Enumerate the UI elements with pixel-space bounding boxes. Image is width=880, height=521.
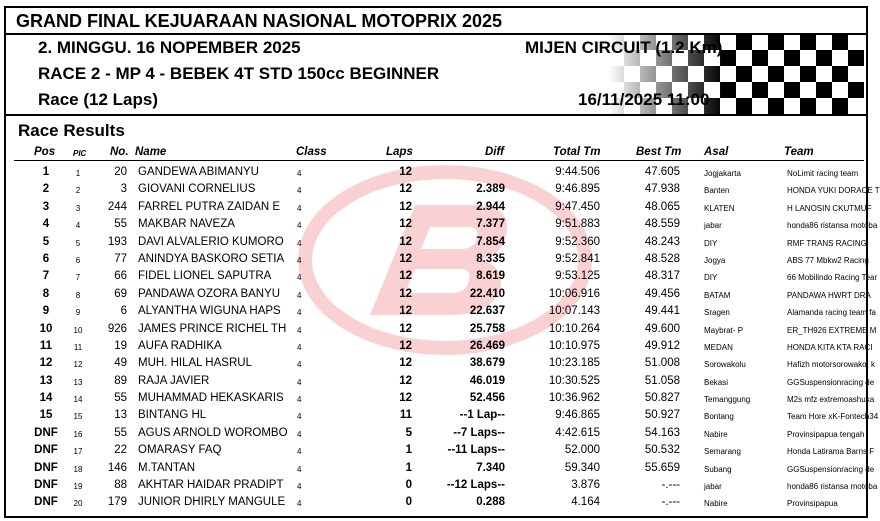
- cell-number: 22: [114, 444, 127, 457]
- cell-pic: 11: [73, 342, 83, 352]
- cell-team: Provinsipapua tengah: [787, 429, 865, 439]
- cell-total-time: 10:30.525: [548, 374, 600, 387]
- cell-position: 14: [39, 392, 53, 405]
- cell-origin: MEDAN: [704, 342, 733, 352]
- cell-best-time: 47.938: [644, 183, 680, 196]
- cell-rider-name: JAMES PRINCE RICHEL TH: [138, 322, 287, 335]
- cell-diff: 7.854: [476, 235, 505, 248]
- cell-best-time: 48.559: [644, 218, 680, 231]
- cell-class: 4: [297, 273, 302, 283]
- cell-best-time: 49.600: [644, 322, 680, 335]
- cell-origin: Sorowakolu: [704, 360, 746, 370]
- cell-pic: 2: [75, 186, 81, 196]
- table-row: [0, 250, 873, 267]
- cell-total-time: 10:36.962: [548, 392, 600, 405]
- col-header-diff: Diff: [485, 146, 504, 158]
- table-row: [0, 163, 873, 180]
- cell-laps: 12: [399, 374, 412, 387]
- cell-number: 19: [114, 339, 127, 352]
- cell-total-time: 59.340: [564, 461, 600, 474]
- cell-position: 6: [42, 252, 50, 265]
- cell-best-time: -.---: [661, 479, 680, 492]
- cell-best-time: 48.528: [644, 252, 680, 265]
- cell-diff: 22.410: [469, 287, 505, 300]
- cell-laps: 12: [399, 252, 412, 265]
- cell-pic: 18: [73, 464, 83, 474]
- cell-class: 4: [297, 308, 302, 318]
- cell-number: 193: [107, 235, 127, 248]
- table-row: [0, 354, 876, 371]
- col-header-laps: Laps: [386, 146, 413, 158]
- cell-class: 4: [297, 255, 302, 265]
- table-row: [0, 285, 873, 302]
- cell-number: 926: [107, 322, 127, 335]
- cell-number: 20: [114, 166, 127, 178]
- cell-number: 55: [114, 426, 127, 439]
- cell-number: 77: [114, 252, 127, 265]
- cell-diff: --7 Laps--: [453, 426, 505, 439]
- table-row: [0, 406, 879, 423]
- cell-number: 3: [120, 183, 127, 196]
- cell-diff: --1 Lap--: [459, 409, 505, 422]
- cell-total-time: 4.164: [571, 496, 600, 509]
- cell-laps: 1: [405, 444, 412, 457]
- cell-origin: Nabire: [704, 499, 728, 509]
- cell-diff: 25.758: [469, 322, 505, 335]
- cell-rider-name: BINTANG HL: [138, 409, 207, 422]
- cell-rider-name: MUH. HILAL HASRUL: [138, 357, 252, 370]
- cell-rider-name: ALYANTHA WIGUNA HAPS: [138, 305, 281, 318]
- cell-number: 179: [107, 496, 127, 509]
- cell-team: NoLimit racing team: [787, 169, 859, 178]
- cell-origin: DIY: [704, 273, 718, 283]
- cell-total-time: 10:07.143: [548, 305, 600, 318]
- cell-laps: 12: [399, 305, 412, 318]
- col-header-best: Best Tm: [636, 146, 682, 158]
- cell-pic: 17: [73, 447, 83, 457]
- cell-number: 88: [114, 479, 127, 492]
- cell-team: honda86 ristansa motoba: [787, 482, 878, 492]
- table-row: [0, 215, 878, 232]
- cell-origin: Sragen: [704, 308, 730, 318]
- cell-position: 12: [39, 357, 53, 370]
- cell-origin: Bontang: [704, 412, 734, 422]
- cell-team: H LANOSIN CKUTMUF: [787, 203, 872, 213]
- cell-position: DNF: [34, 444, 58, 457]
- cell-team: ABS 77 Mbkw2 Racing: [787, 255, 869, 265]
- cell-rider-name: AUFA RADHIKA: [138, 339, 222, 352]
- cell-rider-name: ANINDYA BASKORO SETIA: [138, 252, 285, 265]
- cell-laps: 12: [399, 392, 412, 405]
- cell-best-time: 50.927: [644, 409, 680, 422]
- col-header-class: Class: [296, 146, 327, 158]
- cell-rider-name: AKHTAR HAIDAR PRADIPT: [138, 479, 284, 492]
- cell-origin: Semarang: [704, 447, 741, 457]
- cell-laps: 0: [405, 496, 412, 509]
- cell-laps: 12: [399, 339, 412, 352]
- col-header-no: No.: [110, 146, 129, 158]
- cell-team: GGSuspensionracing de: [787, 464, 875, 474]
- table-row: [0, 267, 878, 284]
- cell-class: 4: [297, 464, 302, 474]
- cell-position: 15: [39, 409, 53, 422]
- col-header-name: Name: [135, 146, 167, 158]
- cell-diff: 8.335: [476, 252, 505, 265]
- table-row: [0, 180, 880, 197]
- cell-pic: 13: [73, 377, 83, 387]
- cell-team: RMF TRANS RACING: [787, 238, 867, 248]
- race-datetime: 16/11/2025 11:00: [578, 90, 710, 109]
- cell-diff: 22.637: [469, 305, 505, 318]
- table-row: [0, 459, 873, 476]
- cell-pic: 1: [75, 169, 81, 178]
- cell-number: 13: [114, 409, 127, 422]
- cell-best-time: 48.243: [644, 235, 680, 248]
- table-row: [0, 476, 878, 493]
- cell-origin: Jogya: [704, 255, 726, 265]
- cell-origin: jabar: [704, 482, 722, 492]
- cell-pic: 6: [75, 255, 81, 265]
- cell-laps: 12: [399, 270, 412, 283]
- col-header-total: Total Tm: [553, 146, 601, 158]
- cell-position: 11: [39, 339, 53, 352]
- header-divider: [6, 33, 867, 35]
- cell-pic: 15: [73, 412, 83, 422]
- cell-rider-name: PANDAWA OZORA BANYU: [138, 287, 281, 300]
- cell-class: 4: [297, 499, 302, 509]
- cell-position: 7: [42, 270, 50, 283]
- cell-best-time: 54.163: [644, 426, 680, 439]
- cell-position: 9: [42, 305, 50, 318]
- cell-best-time: 49.441: [644, 305, 680, 318]
- cell-number: 55: [114, 392, 127, 405]
- cell-class: 4: [297, 412, 302, 422]
- cell-origin: Nabire: [704, 429, 728, 439]
- cell-position: DNF: [34, 426, 58, 439]
- table-row: [0, 233, 873, 250]
- cell-number: 66: [114, 270, 127, 283]
- cell-diff: 7.377: [476, 218, 505, 231]
- cell-rider-name: M.TANTAN: [138, 461, 196, 474]
- circuit-name: MIJEN CIRCUIT (1.2 Km): [525, 38, 723, 57]
- table-row: [0, 302, 876, 319]
- cell-laps: 12: [399, 166, 412, 178]
- table-row: [0, 424, 873, 441]
- cell-origin: Subang: [704, 464, 732, 474]
- cell-number: 49: [114, 357, 127, 370]
- cell-diff: 2.944: [476, 200, 505, 213]
- cell-laps: 0: [405, 479, 412, 492]
- cell-class: 4: [297, 238, 302, 248]
- cell-origin: KLATEN: [704, 203, 735, 213]
- cell-diff: 46.019: [469, 374, 505, 387]
- cell-position: 2: [42, 183, 50, 196]
- table-row: [0, 320, 877, 337]
- cell-best-time: 49.912: [644, 339, 680, 352]
- cell-pic: 8: [75, 290, 81, 300]
- cell-origin: jabar: [704, 221, 722, 231]
- cell-laps: 12: [399, 235, 412, 248]
- cell-best-time: 51.008: [644, 357, 680, 370]
- cell-best-time: 48.317: [644, 270, 680, 283]
- cell-number: 146: [107, 461, 127, 474]
- cell-rider-name: FIDEL LIONEL SAPUTRA: [138, 270, 272, 283]
- cell-team: 66 Mobilindo Racing Tear: [787, 273, 878, 283]
- cell-rider-name: MAKBAR NAVEZA: [138, 218, 235, 231]
- col-header-asal: Asal: [704, 146, 729, 158]
- cell-laps: 12: [399, 287, 412, 300]
- cell-number: 69: [114, 287, 127, 300]
- cell-laps: 1: [405, 461, 412, 474]
- cell-laps: 12: [399, 322, 412, 335]
- cell-origin: DIY: [704, 238, 718, 248]
- cell-total-time: 10:10.264: [548, 322, 600, 335]
- cell-total-time: 10:06.916: [548, 287, 600, 300]
- cell-origin: Bekasi: [704, 377, 729, 387]
- cell-pic: 3: [75, 203, 81, 213]
- cell-pic: 20: [73, 499, 83, 509]
- cell-position: DNF: [34, 496, 58, 509]
- cell-rider-name: JUNIOR DHIRLY MANGULE: [138, 496, 286, 509]
- cell-origin: Temanggung: [704, 395, 751, 405]
- table-row: [0, 337, 873, 354]
- cell-total-time: 9:47.450: [555, 200, 600, 213]
- cell-class: 4: [297, 169, 302, 178]
- cell-team: Alamanda racing team fa: [787, 308, 876, 318]
- cell-pic: 5: [75, 238, 81, 248]
- cell-team: Hafizh motorsorowako, k: [787, 360, 876, 370]
- cell-pic: 9: [75, 308, 81, 318]
- cell-team: GGSuspensionracing de: [787, 377, 875, 387]
- cell-origin: Jogjakarta: [704, 169, 741, 178]
- cell-laps: 12: [399, 357, 412, 370]
- cell-position: 3: [42, 200, 50, 213]
- cell-team: PANDAWA HWRT DRA: [787, 290, 871, 300]
- cell-team: HONDA KITA KTA RACI: [787, 342, 873, 352]
- results-table: [0, 163, 880, 511]
- cell-pic: 19: [73, 482, 83, 492]
- cell-total-time: 9:51.883: [555, 218, 600, 231]
- col-header-team: Team: [784, 146, 814, 158]
- cell-team: Honda Latirama Barns F: [787, 447, 875, 457]
- cell-team: honda86 ristansa motoba: [787, 221, 878, 231]
- cell-diff: --12 Laps--: [446, 479, 505, 492]
- cell-diff: --11 Laps--: [447, 444, 505, 457]
- cell-pic: 4: [75, 221, 81, 231]
- cell-class: 4: [297, 203, 302, 213]
- cell-team: HONDA YUKI DORACE T: [787, 186, 880, 196]
- cell-total-time: 9:44.506: [555, 166, 600, 178]
- cell-best-time: 50.532: [644, 444, 680, 457]
- cell-total-time: 52.000: [564, 444, 600, 457]
- cell-class: 4: [297, 360, 302, 370]
- cell-origin: Banten: [704, 186, 730, 196]
- cell-rider-name: FARREL PUTRA ZAIDAN E: [138, 200, 281, 213]
- cell-class: 4: [297, 290, 302, 300]
- cell-position: 10: [39, 322, 53, 335]
- cell-rider-name: DAVI ALVALERIO KUMORO: [138, 235, 284, 248]
- cell-team: Provinsipapua: [787, 499, 838, 509]
- cell-class: 4: [297, 377, 302, 387]
- cell-origin: Maybrat- P: [704, 325, 744, 335]
- table-row: [0, 389, 873, 406]
- race-laps: Race (12 Laps): [38, 90, 158, 109]
- cell-position: 13: [39, 374, 53, 387]
- cell-number: 244: [107, 200, 127, 213]
- results-heading: Race Results: [18, 121, 125, 140]
- cell-class: 4: [297, 395, 302, 405]
- cell-number: 55: [114, 218, 127, 231]
- cell-rider-name: GIOVANI CORNELIUS: [138, 183, 256, 196]
- cell-position: 4: [42, 218, 50, 231]
- event-title: GRAND FINAL KEJUARAAN NASIONAL MOTOPRIX 2025: [16, 11, 503, 31]
- cell-rider-name: GANDEWA ABIMANYU: [138, 166, 259, 178]
- cell-laps: 12: [399, 200, 412, 213]
- cell-pic: 10: [73, 325, 83, 335]
- cell-position: 1: [42, 166, 50, 178]
- cell-total-time: 10:23.185: [548, 357, 600, 370]
- cell-total-time: 3.876: [571, 479, 600, 492]
- cell-rider-name: RAJA JAVIER: [138, 374, 210, 387]
- cell-pic: 14: [73, 395, 83, 405]
- cell-class: 4: [297, 186, 302, 196]
- table-row: [0, 441, 873, 458]
- cell-position: DNF: [34, 461, 58, 474]
- col-header-pic: PIC: [73, 149, 87, 158]
- cell-total-time: 9:52.841: [555, 252, 600, 265]
- cell-best-time: 49.456: [644, 287, 680, 300]
- col-header-pos: Pos: [34, 146, 56, 158]
- cell-diff: 52.456: [469, 392, 505, 405]
- cell-origin: BATAM: [704, 290, 731, 300]
- cell-diff: 38.679: [469, 357, 505, 370]
- cell-laps: 11: [399, 409, 412, 422]
- cell-laps: 12: [399, 218, 412, 231]
- cell-best-time: -.---: [661, 496, 680, 509]
- cell-total-time: 10:10.975: [548, 339, 600, 352]
- cell-position: DNF: [34, 479, 58, 492]
- cell-diff: 26.469: [469, 339, 505, 352]
- column-header-divider: [14, 160, 864, 161]
- cell-total-time: 4:42.615: [555, 426, 600, 439]
- cell-position: 5: [42, 235, 50, 248]
- table-row: [0, 372, 873, 389]
- cell-class: 4: [297, 342, 302, 352]
- cell-pic: 12: [73, 360, 83, 370]
- cell-class: 4: [297, 221, 302, 231]
- cell-class: 4: [297, 482, 302, 492]
- cell-team: Team Hore xK-Fontech34: [787, 412, 879, 422]
- cell-total-time: 9:46.865: [555, 409, 600, 422]
- cell-diff: 8.619: [476, 270, 505, 283]
- cell-best-time: 47.605: [644, 166, 680, 178]
- cell-total-time: 9:53.125: [555, 270, 600, 283]
- cell-number: 6: [120, 305, 127, 318]
- cell-laps: 5: [405, 426, 412, 439]
- event-date: 2. MINGGU. 16 NOPEMBER 2025: [38, 38, 301, 57]
- cell-total-time: 9:52.360: [555, 235, 600, 248]
- table-row: [0, 198, 873, 215]
- cell-rider-name: AGUS ARNOLD WOROMBO: [138, 426, 288, 439]
- cell-number: 89: [114, 374, 127, 387]
- cell-class: 4: [297, 325, 302, 335]
- cell-best-time: 50.827: [644, 392, 680, 405]
- cell-class: 4: [297, 447, 302, 457]
- cell-pic: 7: [75, 273, 81, 283]
- table-row: [0, 493, 873, 510]
- cell-diff: 7.340: [476, 461, 505, 474]
- cell-diff: 2.389: [476, 183, 505, 196]
- race-name: RACE 2 - MP 4 - BEBEK 4T STD 150cc BEGINNER: [38, 64, 440, 83]
- cell-diff: 0.288: [476, 496, 505, 509]
- cell-pic: 16: [73, 429, 83, 439]
- cell-total-time: 9:46.895: [555, 183, 600, 196]
- cell-rider-name: MUHAMMAD HEKASKARIS: [138, 392, 284, 405]
- header-bottom-divider: [6, 114, 867, 116]
- cell-best-time: 51.058: [644, 374, 680, 387]
- cell-rider-name: OMARASY FAQ: [138, 444, 222, 457]
- cell-best-time: 55.659: [644, 461, 680, 474]
- cell-position: 8: [42, 287, 50, 300]
- cell-laps: 12: [399, 183, 412, 196]
- cell-class: 4: [297, 429, 302, 439]
- cell-team: ER_TH926 EXTREME M: [787, 325, 877, 335]
- cell-team: M2s mfz extremoashuka: [787, 395, 875, 405]
- cell-best-time: 48.065: [644, 200, 680, 213]
